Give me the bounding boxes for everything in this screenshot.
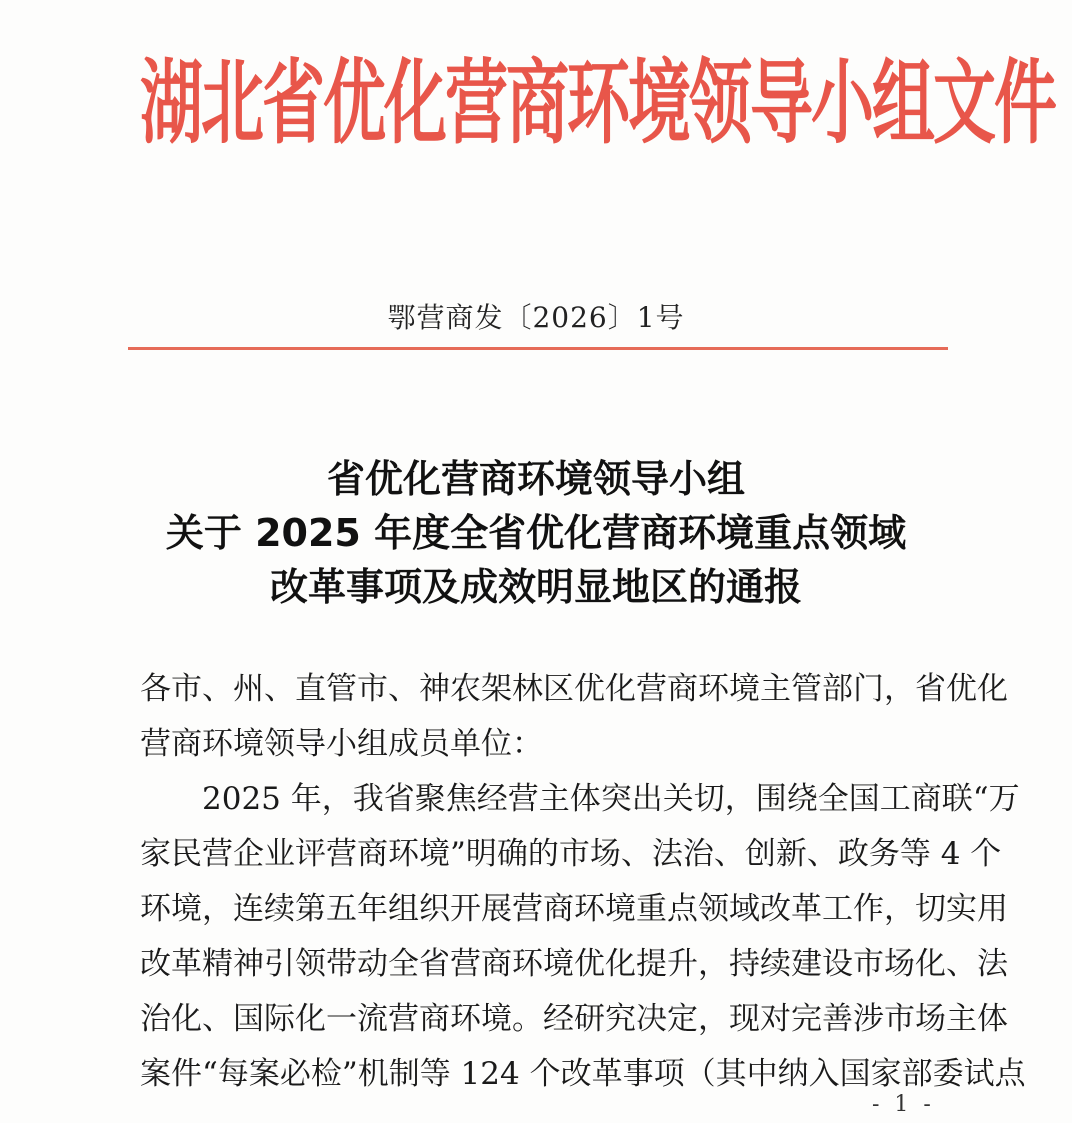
red-divider-line: [128, 347, 948, 350]
addressee-line: 营商环境领导小组成员单位：: [140, 726, 543, 762]
document-number: 鄂营商发〔2026〕1号: [387, 301, 685, 334]
paragraph-line: 案件“每案必检”机制等 124 个改革事项（其中纳入国家部委试点: [140, 1056, 1026, 1092]
document-body: [140, 662, 1026, 1102]
paragraph-line: 2025 年，我省聚焦经营主体突出关切，围绕全国工商联“万: [202, 781, 1020, 817]
paragraph-line: 家民营企业评营商环境”明确的市场、法治、创新、政务等 4 个: [140, 836, 1002, 872]
addressee-line: 各市、州、直管市、神农架林区优化营商环境主管部门，省优化: [140, 671, 1008, 707]
title-line-1: 省优化营商环境领导小组: [326, 457, 745, 501]
paragraph-line: 环境，连续第五年组织开展营商环境重点领域改革工作，切实用: [140, 891, 1008, 927]
addressee: [140, 662, 1008, 772]
body-paragraph: [140, 772, 1026, 1102]
document-title: [0, 452, 1072, 614]
paragraph-line: 改革精神引领带动全省营商环境优化提升，持续建设市场化、法: [140, 946, 1008, 982]
red-header-title: 湖北省优化营商环境领导小组文件: [140, 50, 1055, 157]
title-line-3: 改革事项及成效明显地区的通报: [269, 565, 802, 609]
page-number: - 1 -: [872, 1092, 935, 1117]
paragraph-line: 治化、国际化一流营商环境。经研究决定，现对完善涉市场主体: [140, 1001, 1008, 1037]
title-line-2: 关于 2025 年度全省优化营商环境重点领域: [165, 511, 907, 555]
